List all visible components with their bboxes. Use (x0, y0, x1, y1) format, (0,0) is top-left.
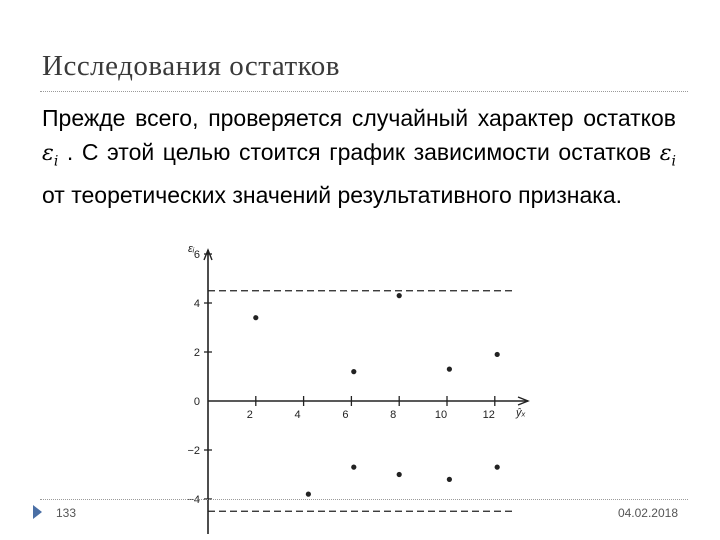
paragraph-part-1: Прежде всего, проверяется случайный характер остатков (42, 105, 676, 131)
x-tick-label: 2 (246, 409, 253, 421)
paragraph-part-3: от теоретических значений результативного признака. (42, 182, 623, 209)
data-point (495, 465, 500, 470)
x-tick-label: 12 (482, 409, 495, 421)
data-point (253, 315, 258, 320)
data-point (397, 293, 402, 298)
footer-divider (40, 499, 688, 500)
data-point (447, 367, 452, 372)
y-axis-label: εᵢ (188, 243, 195, 255)
x-tick-label: 4 (294, 409, 301, 421)
x-tick-label: 6 (342, 409, 349, 421)
y-tick-label: 2 (193, 347, 200, 359)
slide-number: 133 (56, 506, 77, 520)
data-point (447, 477, 452, 482)
paragraph-part-2: . С этой целью стоится график зависимости остатков (66, 139, 652, 165)
epsilon-base: ε (42, 141, 54, 166)
data-point (495, 352, 500, 357)
x-axis-label: ŷₓ (516, 407, 526, 419)
epsilon-subscript-2: i (671, 153, 677, 170)
x-tick-label: 10 (434, 409, 448, 421)
data-point (351, 369, 356, 374)
footer-arrow-icon (33, 505, 42, 519)
x-tick-label: 8 (390, 409, 397, 421)
y-tick-label: 4 (193, 298, 200, 310)
y-tick-label: −4 (187, 494, 200, 506)
epsilon-subscript: i (53, 153, 59, 170)
slide-date: 04.02.2018 (617, 506, 678, 520)
y-tick-label: 0 (193, 396, 200, 408)
data-point (306, 492, 311, 497)
y-tick-label: 6 (193, 249, 200, 261)
slide-title: Исследования остатков (42, 50, 340, 82)
plot-layer (187, 243, 528, 540)
epsilon-base-2: ε (659, 141, 672, 166)
data-point (351, 465, 356, 470)
data-point (397, 472, 402, 477)
y-tick-label: −2 (187, 445, 200, 457)
